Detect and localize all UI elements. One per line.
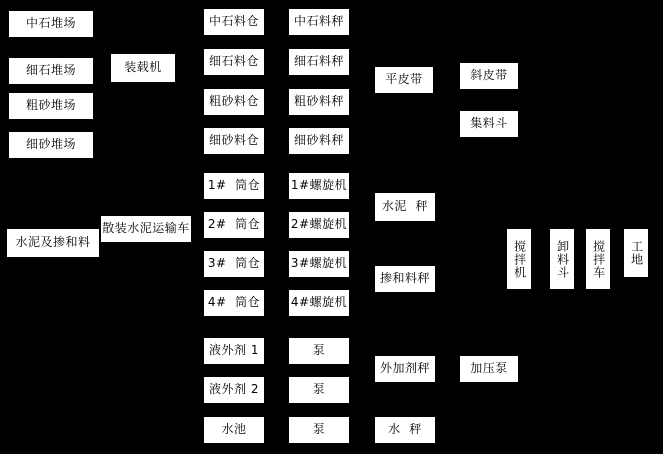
process-node-n25: 水泥 秤 xyxy=(374,192,436,222)
process-node-n36: 泵 xyxy=(288,337,350,365)
process-node-n8: 粗砂料仓 xyxy=(203,88,265,116)
process-node-n32: 工地 xyxy=(623,228,649,278)
process-node-n17: 1# 筒仓 xyxy=(203,172,265,200)
process-node-n34: 液外剂 2 xyxy=(203,376,265,404)
process-node-n27: 水泥及掺和料 xyxy=(6,228,100,258)
process-node-n38: 泵 xyxy=(288,416,350,444)
process-node-n15: 斜皮带 xyxy=(459,62,519,90)
process-node-n13: 细砂料秤 xyxy=(288,127,350,155)
process-node-n2: 细石堆场 xyxy=(8,57,94,85)
process-node-n14: 平皮带 xyxy=(374,66,434,94)
process-node-n23: 3#螺旋机 xyxy=(288,250,350,278)
process-node-n4: 细砂堆场 xyxy=(8,131,94,159)
process-node-n6: 中石料仓 xyxy=(203,8,265,36)
process-node-n21: 1#螺旋机 xyxy=(288,172,350,200)
process-node-n40: 水 秤 xyxy=(374,416,436,444)
process-node-n33: 液外剂 1 xyxy=(203,337,265,365)
process-node-n18: 2# 筒仓 xyxy=(203,211,265,239)
process-node-n1: 中石堆场 xyxy=(8,10,94,38)
process-node-n28: 散装水泥运输车 xyxy=(100,215,192,243)
process-node-n20: 4# 筒仓 xyxy=(203,289,265,317)
process-node-n39: 外加剂秤 xyxy=(374,355,436,383)
process-node-n11: 细石料秤 xyxy=(288,48,350,76)
process-node-n22: 2#螺旋机 xyxy=(288,211,350,239)
process-node-n30: 卸料斗 xyxy=(549,228,575,290)
process-node-n26: 掺和料秤 xyxy=(374,265,436,293)
process-node-n31: 搅拌车 xyxy=(585,228,611,290)
process-node-n3: 粗砂堆场 xyxy=(8,92,94,120)
process-node-n12: 粗砂料秤 xyxy=(288,88,350,116)
process-node-n29: 搅拌机 xyxy=(506,228,532,290)
process-node-n37: 泵 xyxy=(288,376,350,404)
process-node-n19: 3# 筒仓 xyxy=(203,250,265,278)
process-node-n7: 细石料仓 xyxy=(203,48,265,76)
process-node-n24: 4#螺旋机 xyxy=(288,289,350,317)
process-node-n5: 装载机 xyxy=(110,53,176,83)
process-node-n9: 细砂料仓 xyxy=(203,127,265,155)
process-node-n41: 加压泵 xyxy=(459,355,519,383)
process-node-n16: 集料斗 xyxy=(459,110,519,138)
process-node-n10: 中石料秤 xyxy=(288,8,350,36)
process-node-n35: 水池 xyxy=(203,416,265,444)
